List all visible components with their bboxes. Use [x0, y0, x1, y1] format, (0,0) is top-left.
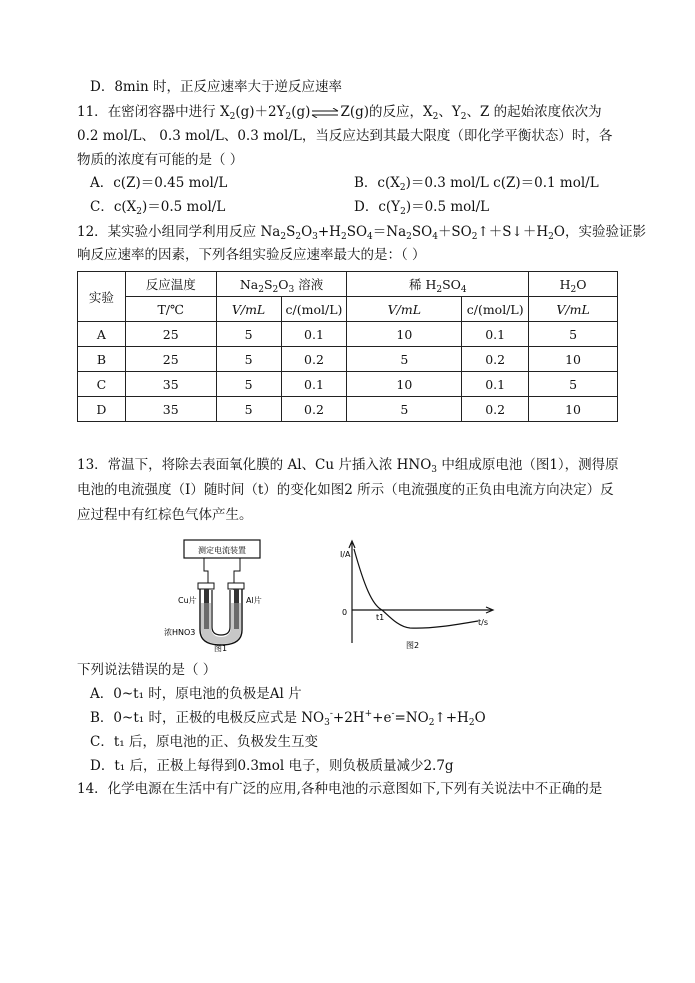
- table-cell: 5: [216, 347, 281, 372]
- option-text: )＝0.3 mol/L c(Z)＝0.1 mol/L: [405, 175, 599, 191]
- q13-text: 中组成原电池（图1），测得原: [437, 457, 619, 473]
- q13-stem-line2: 电池的电流强度（I）随时间（t）的变化如图2 所示（电流强度的正负由电流方向决定）反: [77, 482, 614, 498]
- subscript: 3: [288, 285, 295, 295]
- q11-option-a: A．c(Z)＝0.45 mol/L: [90, 175, 228, 191]
- subscript: 2: [340, 232, 347, 242]
- subscript: 2: [399, 183, 406, 193]
- option-text: )＝0.5 mol/L: [142, 199, 226, 215]
- q13-option-b: B．0~t₁ 时，正极的电极反应式是 $NO_3^-+2H^++e^-=NO_2↑+H_2O$: [90, 709, 486, 728]
- q11-option-d: [354, 198, 489, 216]
- u-tube-inner: [212, 590, 230, 635]
- q11-text: 、Y: [438, 104, 461, 120]
- q11-text: (g)＋2Y: [235, 104, 286, 120]
- table-cell: 0.2: [462, 397, 529, 422]
- figure-2-caption: 图2: [406, 641, 420, 650]
- header-water: [529, 272, 618, 297]
- header-text: S: [263, 277, 273, 292]
- q13-stem-line1: [77, 456, 619, 474]
- table-cell: 25: [125, 347, 216, 372]
- subscript: 2: [280, 232, 287, 242]
- header-text: Na: [239, 277, 259, 292]
- table-cell: 5: [216, 372, 281, 397]
- header-thiosulfate: [216, 272, 347, 297]
- q12-text: +H: [317, 224, 341, 240]
- subscript: 2: [468, 718, 475, 728]
- subscript: 2: [400, 207, 406, 217]
- table-row: [78, 397, 618, 422]
- table-cell: 0.1: [281, 322, 347, 347]
- table-cell: 10: [347, 322, 462, 347]
- table-cell: D: [78, 397, 126, 422]
- q12-text: O，实验验证影: [553, 224, 646, 240]
- subscript: 4: [367, 232, 373, 242]
- figure-1-caption: 图1: [214, 644, 228, 653]
- table-cell: 35: [125, 397, 216, 422]
- table-cell: 5: [347, 347, 462, 372]
- cu-label: Cu片: [178, 596, 197, 605]
- option-text: O: [474, 710, 486, 726]
- subscript: 2: [471, 232, 478, 242]
- option-text: +2H: [332, 710, 365, 726]
- table-cell: A: [78, 322, 126, 347]
- q11-number: 11．: [77, 104, 108, 120]
- subscript: 4: [460, 285, 467, 295]
- option-text: D．c(Y: [354, 199, 401, 215]
- option-text: B．0~t₁ 时，正极的电极反应式是 NO: [90, 710, 325, 726]
- header-sulfuric-acid: [347, 272, 529, 297]
- option-text: =NO: [394, 710, 429, 726]
- q11-stem-line2: 0.2 mol/L、 0.3 mol/L、0.3 mol/L，当反应达到其最大限度（即化学平衡状态）时，各: [77, 128, 613, 144]
- subscript: 2: [432, 112, 439, 122]
- subscript: 2: [460, 112, 467, 122]
- q11-stem-line3: 物质的浓度有可能的是（ ）: [77, 152, 244, 168]
- unit-volume: V/mL: [529, 297, 618, 322]
- q14-stem: 14．化学电源在生活中有广泛的应用,各种电池的示意图如下,下列有关说法中不正确的是: [77, 781, 603, 797]
- table-cell: B: [78, 347, 126, 372]
- q12-text: ＝Na: [372, 224, 407, 240]
- table-cell: 5: [529, 322, 618, 347]
- q11-text: Z(g)的反应，X: [340, 104, 433, 120]
- q12-stem-line2: 响反应速率的因素，下列各组实验反应速率最大的是：（ ）: [77, 247, 426, 263]
- table-cell: 0.2: [462, 347, 529, 372]
- acid-label: 浓HNO3: [164, 628, 196, 637]
- subscript: 4: [432, 232, 438, 242]
- table-cell: 0.1: [462, 322, 529, 347]
- header-text: SO: [442, 277, 461, 292]
- q11-text: (g): [291, 104, 311, 120]
- table-cell: 0.1: [462, 372, 529, 397]
- header-experiment: 实验: [78, 272, 126, 322]
- stopper-right: [228, 583, 244, 589]
- stopper-left: [198, 583, 214, 589]
- subscript: 2: [436, 285, 443, 295]
- table-cell: 5: [216, 322, 281, 347]
- header-text: O: [576, 276, 587, 292]
- t1-label: t1: [376, 613, 385, 622]
- q12-text: ＋SO: [437, 224, 472, 240]
- subscript: 2: [258, 285, 264, 295]
- q13-stem-line3: 应过程中有红棕色气体产生。: [77, 507, 253, 523]
- subscript: 2: [272, 285, 279, 295]
- subscript: 3: [431, 465, 438, 475]
- al-label: Al片: [246, 596, 262, 605]
- unit-temperature: T/℃: [125, 297, 216, 322]
- option-text: C．c(X: [90, 199, 137, 215]
- table-cell: 0.2: [281, 347, 347, 372]
- q12-text: SO: [411, 224, 433, 240]
- q11-option-c: [90, 198, 225, 216]
- option-text: B．c(X: [354, 175, 400, 191]
- table-cell: 10: [529, 347, 618, 372]
- figure-1-galvanic-cell: [160, 535, 290, 653]
- q12-text: S: [286, 224, 296, 240]
- header-text: 溶液: [294, 277, 324, 292]
- q11-stem-line1: [77, 103, 602, 121]
- table-cell: 0.1: [281, 372, 347, 397]
- q12-text: 12．某实验小组同学利用反应 Na: [77, 224, 281, 240]
- x-axis-label: t/s: [478, 618, 488, 627]
- header-text: H: [559, 276, 571, 292]
- table-cell: 5: [529, 372, 618, 397]
- table-cell: 35: [125, 372, 216, 397]
- table-cell: 25: [125, 322, 216, 347]
- equilibrium-arrow-icon: [311, 108, 339, 118]
- unit-volume: V/mL: [347, 297, 462, 322]
- table-header-row: [78, 272, 618, 297]
- q13-option-c: C．t₁ 后，原电池的正、负极发生互变: [90, 734, 318, 750]
- y-axis-label: I/A: [340, 550, 351, 559]
- table-cell: 5: [347, 397, 462, 422]
- option-text: +e: [372, 710, 392, 726]
- unit-volume: V/mL: [216, 297, 281, 322]
- figure-2-current-time-graph: [330, 535, 500, 653]
- q12-stem-line1: [77, 223, 646, 241]
- table-row: [78, 347, 618, 372]
- table-cell: 10: [347, 372, 462, 397]
- q11-text: 、Z 的起始浓度依次为: [466, 104, 602, 120]
- subscript: 2: [229, 112, 236, 122]
- reaction-rate-table: [77, 271, 618, 422]
- current-curve: [354, 549, 478, 628]
- unit-concentration: c/(mol/L): [281, 297, 347, 322]
- option-text: )＝0.5 mol/L: [405, 199, 490, 215]
- unit-concentration: c/(mol/L): [462, 297, 529, 322]
- q13-option-a: A．0~t₁ 时，原电池的负极是Al 片: [90, 686, 302, 702]
- q12-text: SO: [346, 224, 368, 240]
- subscript: 2: [570, 284, 577, 295]
- q12-text: O: [301, 224, 313, 240]
- subscript: 2: [428, 718, 435, 728]
- table-cell: 10: [529, 397, 618, 422]
- nitric-acid-solution: [201, 603, 241, 644]
- q11-option-b: [354, 174, 599, 192]
- subscript: 2: [295, 232, 302, 242]
- q11-text: 在密闭容器中进行 X: [107, 104, 230, 120]
- subscript: 2: [406, 232, 412, 242]
- subscript: 3: [312, 232, 318, 242]
- subscript: 3: [324, 718, 330, 728]
- q12-text: ↑＋S↓＋H: [477, 224, 549, 240]
- q10-option-d: D．8min 时，正反应速率大于逆反应速率: [90, 79, 343, 95]
- table-unit-row: [78, 297, 618, 322]
- current-meter-label: 测定电流装置: [198, 546, 246, 555]
- table-cell: 0.2: [281, 397, 347, 422]
- q13-prompt: 下列说法错误的是（ ）: [77, 662, 217, 678]
- q13-text: 13．常温下，将除去表面氧化膜的 Al、Cu 片插入浓 HNO: [77, 457, 432, 473]
- subscript: 2: [548, 232, 554, 242]
- table-row: [78, 322, 618, 347]
- table-row: [78, 372, 618, 397]
- subscript: 2: [285, 112, 292, 122]
- table-cell: 5: [216, 397, 281, 422]
- option-text: ↑+H: [434, 710, 469, 726]
- q13-option-d: D．t₁ 后，正极上每得到0.3mol 电子，则负极质量减少2.7g: [90, 758, 454, 774]
- header-text: O: [278, 277, 289, 292]
- header-text: 稀 H: [408, 277, 437, 292]
- subscript: 2: [136, 207, 143, 217]
- table-cell: C: [78, 372, 126, 397]
- origin-label: 0: [342, 608, 348, 617]
- header-temperature: 反应温度: [125, 272, 216, 297]
